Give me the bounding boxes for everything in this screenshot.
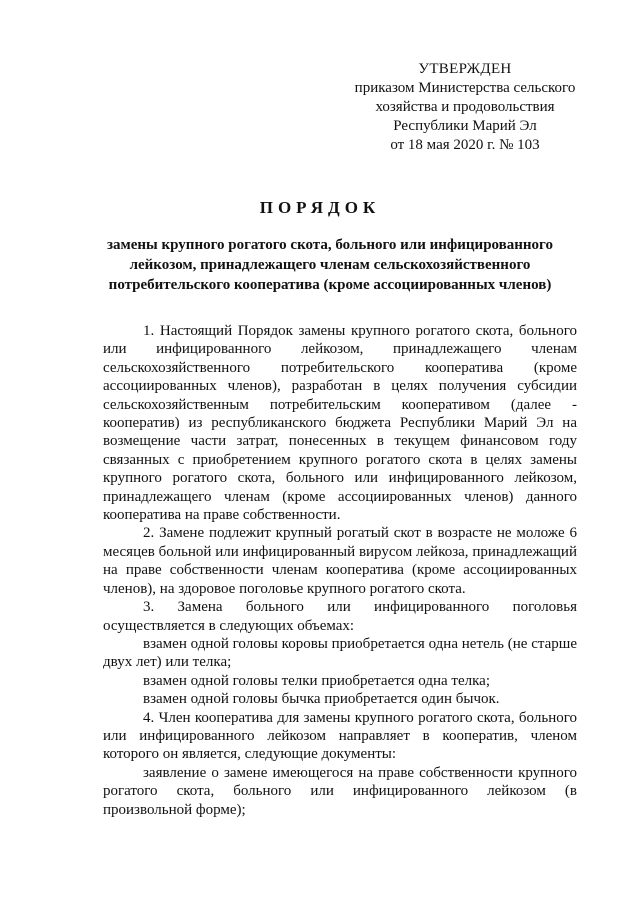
subtitle-line: потребительского кооператива (кроме ассоциированных членов) xyxy=(108,277,552,293)
list-item-bull: взамен одной головы бычка приобретается один бычок. xyxy=(143,691,500,708)
subtitle-line: замены крупного рогатого скота, больного или инфицированного xyxy=(107,237,553,253)
list-item-application: заявление о замене имеющегося на праве собственности крупного рогатого скота, больного или инфицированного лейкозом (в произвольной форме); xyxy=(103,764,577,818)
approval-line: Республики Марий Эл xyxy=(393,118,537,134)
paragraph-4: 4. Член кооператива для замены крупного рогатого скота, больного или инфицированного лейкозом направляет в кооператив, членом которого он является, следующие документы: xyxy=(103,709,577,763)
approval-block xyxy=(330,60,600,155)
subtitle-line: лейкозом, принадлежащего членам сельскохозяйственного xyxy=(129,257,531,273)
document-subtitle xyxy=(100,235,560,295)
document-title: ПОРЯДОК xyxy=(259,198,381,217)
document-body xyxy=(103,322,577,819)
approval-date: от 18 мая 2020 г. № 103 xyxy=(390,137,540,153)
list-item-heifer: взамен одной головы телки приобретается одна телка; xyxy=(143,672,490,689)
approval-line: приказом Министерства сельского xyxy=(354,80,576,96)
list-item-cow: взамен одной головы коровы приобретается одна нетель (не старше двух лет) или телка; xyxy=(103,635,577,671)
approval-heading: УТВЕРЖДЕН xyxy=(418,61,512,77)
paragraph-3: 3. Замена больного или инфицированного поголовья осуществляется в следующих объемах: xyxy=(103,599,577,634)
approval-line: хозяйства и продовольствия xyxy=(375,99,555,115)
paragraph-1: 1. Настоящий Порядок замены крупного рогатого скота, больного или инфицированного лейкозом, принадлежащего членам сельскохозяйственного потребительского кооператива (кроме ассоциированных членов), разработан в целях получения субсидии сельскохозяйственным потребительским кооперативом (далее - кооператив) из республиканского бюджета Республики Марий Эл на возмещение части затрат, понесенных в текущем финансовом году связанных с приобретением крупного рогатого скота в целях замены крупного рогатого скота, больного или инфицированного лейкозом, принадлежащего членам (кроме ассоциированных членов) данного кооператива на праве собственности. xyxy=(103,323,577,524)
paragraph-2: 2. Замене подлежит крупный рогатый скот в возрасте не моложе 6 месяцев больной или инфицированный вирусом лейкоза, принадлежащий на праве собственности членам кооператива (кроме ассоциированных членов), на здоровое поголовье крупного рогатого скота. xyxy=(103,525,577,597)
